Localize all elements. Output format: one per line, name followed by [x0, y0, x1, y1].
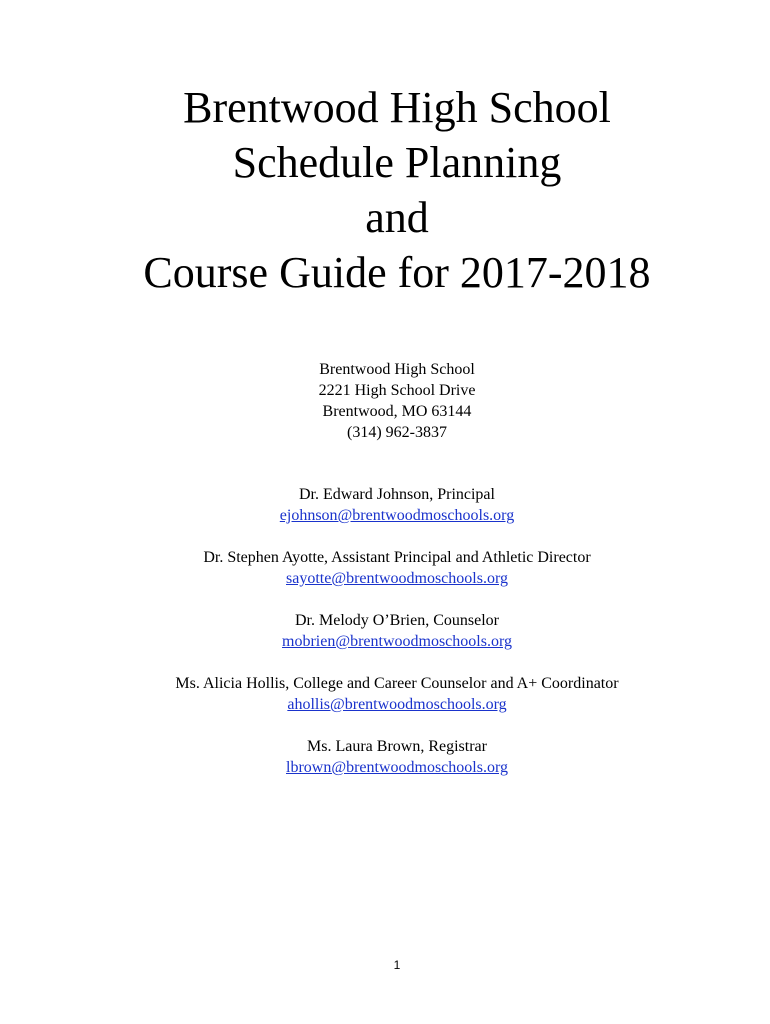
staff-email-link[interactable]: ahollis@brentwoodmoschools.org: [287, 696, 507, 713]
school-address: [0, 359, 770, 443]
staff-email-link[interactable]: sayotte@brentwoodmoschools.org: [286, 570, 508, 587]
staff-name: Dr. Melody O’Brien, Counselor: [295, 612, 499, 629]
staff-name: Dr. Stephen Ayotte, Assistant Principal and Athletic Director: [203, 549, 591, 566]
staff-email-link[interactable]: ejohnson@brentwoodmoschools.org: [279, 507, 515, 524]
staff-entry-assistant-principal: [0, 547, 770, 589]
title-line-schedule-planning: Schedule Planning: [232, 138, 562, 187]
staff-name: Dr. Edward Johnson, Principal: [299, 486, 495, 503]
title-line-and: and: [365, 193, 429, 242]
address-phone: (314) 962-3837: [347, 424, 447, 441]
staff-entry-counselor: [0, 610, 770, 652]
staff-email-link[interactable]: lbrown@brentwoodmoschools.org: [286, 759, 508, 776]
staff-name: Ms. Alicia Hollis, College and Career Counselor and A+ Coordinator: [175, 675, 619, 692]
staff-email-link[interactable]: mobrien@brentwoodmoschools.org: [282, 633, 512, 650]
address-street: 2221 High School Drive: [318, 382, 476, 399]
staff-entry-registrar: [0, 736, 770, 778]
address-school-name: Brentwood High School: [319, 361, 475, 378]
title-line-school: Brentwood High School: [183, 83, 611, 132]
document-title: [0, 80, 770, 300]
title-line-course-guide: Course Guide for 2017-2018: [143, 248, 651, 297]
page-number: 1: [393, 958, 401, 972]
staff-name: Ms. Laura Brown, Registrar: [307, 738, 487, 755]
address-city: Brentwood, MO 63144: [322, 403, 472, 420]
staff-directory: [0, 484, 770, 799]
staff-entry-principal: [0, 484, 770, 526]
staff-entry-college-career-counselor: [0, 673, 770, 715]
